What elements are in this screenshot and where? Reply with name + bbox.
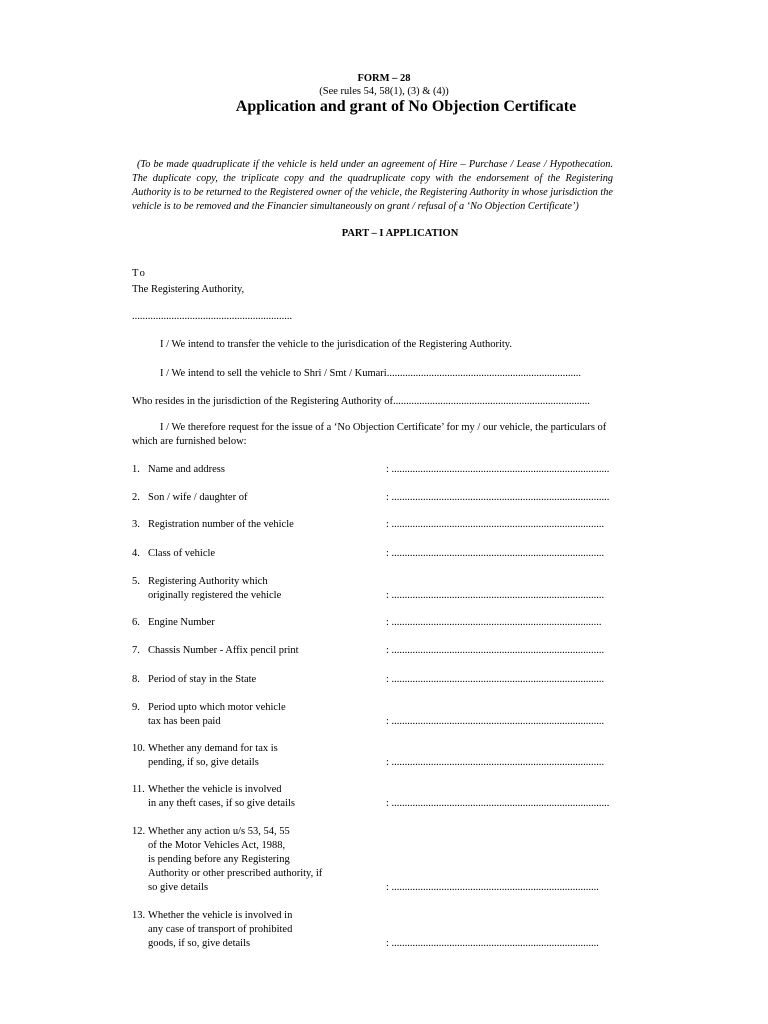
blank-field[interactable]: : ................................................................................. xyxy=(386,674,605,685)
sell-statement: I / We intend to sell the vehicle to Shri / Smt / Kumari.......................................................................... xyxy=(160,368,581,379)
rules-reference: (See rules 54, 58(1), (3) & (4)) xyxy=(319,86,449,97)
blank-field[interactable]: : ................................................................................... xyxy=(386,798,610,809)
part-heading: PART – I APPLICATION xyxy=(341,228,459,239)
blank-field[interactable]: : ................................................................................... xyxy=(386,464,610,475)
page-title: Application and grant of No Objection Certificate xyxy=(235,98,577,115)
transfer-statement: I / We intend to transfer the vehicle to the jurisdication of the Registering Authority. xyxy=(160,339,512,350)
blank-field[interactable]: : ................................................................................. xyxy=(386,757,605,768)
request-statement: I / We therefore request for the issue of a ‘No Objection Certificate’ for my / our vehicle, the particulars of which are furnished below: xyxy=(132,422,607,447)
blank-field[interactable]: : ................................................................................ xyxy=(386,617,602,628)
resides-statement: Who resides in the jurisdiction of the Registering Authority of........................................................................... xyxy=(132,396,590,407)
blank-field[interactable]: : ............................................................................... xyxy=(386,938,599,949)
blank-field[interactable]: : ................................................................................. xyxy=(386,548,605,559)
form-page: FORM – 28 (See rules 54, 58(1), (3) & (4)) Application and grant of No Objection Certificate (To be made quadruplicate if the vehicle is held under an agreement of Hire – Purchase / Lease / Hypothecation. The duplicate copy, the triplicate copy and the quadruplicate copy with the endorsement of the Registering Authority is to be returned to the Registered owner of the vehicle, the Registering Authority in whose jurisdiction the vehicle is to be removed and the Financier simultaneously on grant / refusal of a ‘No Objection Certificate’) PART – I APPLICATION To The Registering Authority, ............................................................. I / We intend to transfer the vehicle to the jurisdication of the Registering Authority. I / We intend to sell the vehicle to Shri / Smt / Kumari.......................................................................... Who resides in the jurisdiction of the Registering Authority of........................................................................... I / We therefore request for the issue of a ‘No Objection Certificate’ for my / our vehicle, the particulars of which are furnished below: 1. Name and address : ................................................................................... 2. Son / wife / daughter of : ................................................................................... 3. Registration number of the vehicle : ................................................................................. 4. Class of vehicle : ................................................................................. 5. Registering Authority which originally registered the vehicle : ................................................................................. 6. Engine Number : ................................................................................ 7. Chassis Number - Affix pencil print : ................................................................................. 8. Period of stay in the State : ................................................................................. 9. Period upto which motor vehicle tax has been paid : ................................................................................. 10. Whether any demand for tax is pending, if so, give details : ................................................................................. 11. Whether the vehicle is involved in any theft cases, if so give details : ................................................................................... 12. Whether any action u/s 53, 54, 55 of the Motor Vehicles Act, 1988, is pending before any Registering Authority or other prescribed authority, if so give details : ............................................................................... 13. Whether the vehicle is involved in any case of transport of prohibited goods, if so, give details : ............................................................................... xyxy=(0,0,768,1024)
blank-field[interactable]: : ................................................................................. xyxy=(386,716,605,727)
blank-field[interactable]: : ............................................................................... xyxy=(386,882,599,893)
blank-field[interactable]: : ................................................................................. xyxy=(386,645,605,656)
blank-field[interactable]: : ................................................................................. xyxy=(386,519,605,530)
instructions-paragraph xyxy=(132,158,613,214)
blank-field[interactable]: : ................................................................................. xyxy=(386,590,605,601)
form-number: FORM – 28 xyxy=(357,73,411,84)
address-to: To xyxy=(132,268,147,279)
address-authority: The Registering Authority, xyxy=(132,284,245,295)
instructions-text: (To be made quadruplicate if the vehicle is held under an agreement of Hire – Purchase / Lease / Hypothecation. The duplicate copy, the triplicate copy and the quadruplicate copy with the endorsement of the Registering Authority is to be returned to the Registered owner of the vehicle, the Registering Authority in whose jurisdiction the vehicle is to be removed and the Financier simultaneously on grant / refusal of a ‘No Objection Certificate’) xyxy=(132,159,613,212)
authority-blank-line: ............................................................. xyxy=(132,311,293,322)
blank-field[interactable]: : ................................................................................... xyxy=(386,492,610,503)
